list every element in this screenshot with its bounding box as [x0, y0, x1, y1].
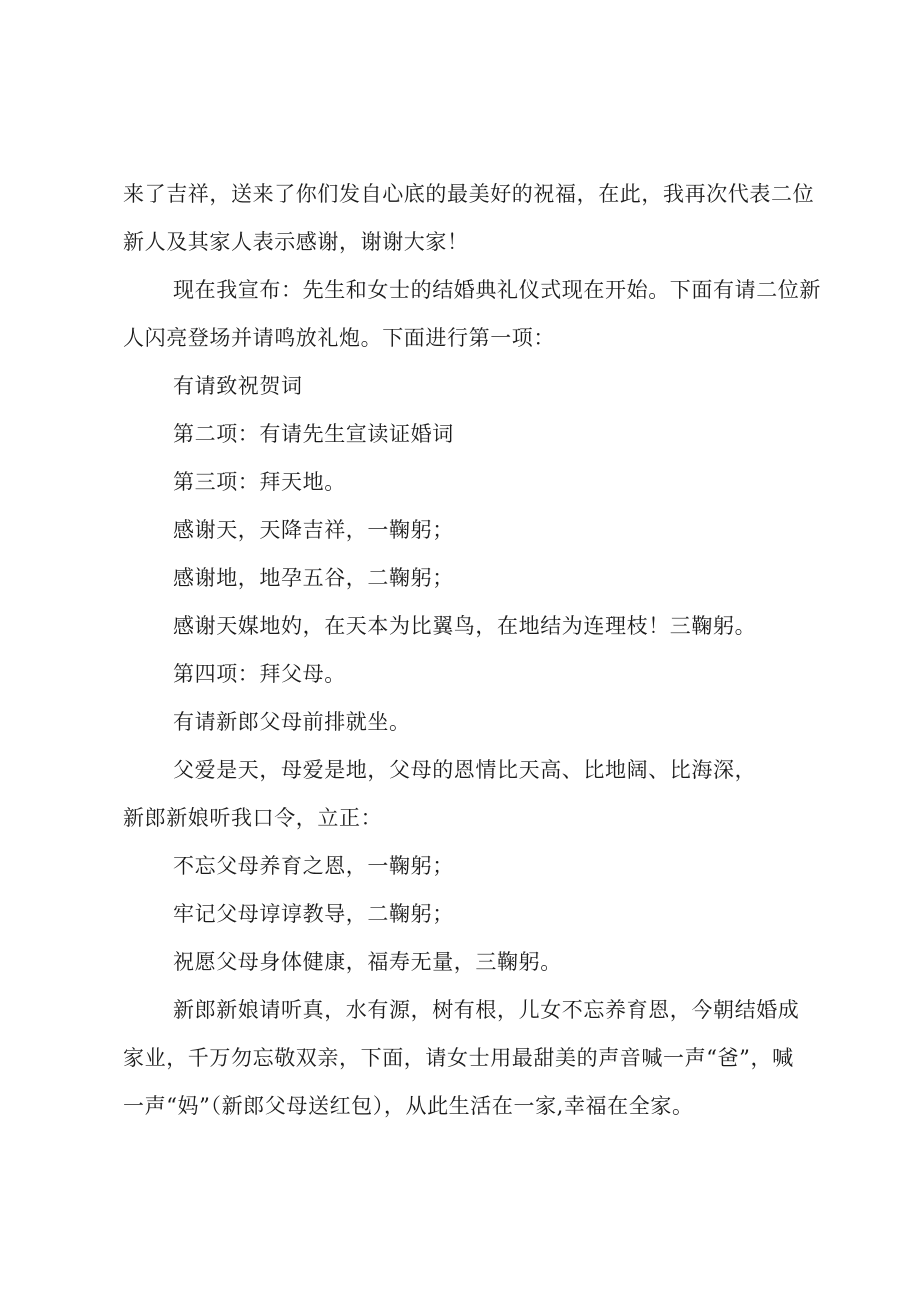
text-line-11: 第四项：拜父母。	[173, 662, 346, 686]
text-line-2: 新人及其家人表示感谢，谢谢大家！	[123, 230, 469, 254]
text-line-5: 有请致祝贺词	[173, 374, 303, 398]
text-line-15: 不忘父母养育之恩，一鞠躬；	[173, 854, 454, 878]
document-body	[123, 170, 823, 1130]
text-line-3: 现在我宣布：先生和女士的结婚典礼仪式现在开始。下面有请二位新	[173, 278, 821, 302]
text-line-17: 祝愿父母身体健康，福寿无量，三鞠躬。	[173, 950, 562, 974]
text-line-4: 人闪亮登场并请鸣放礼炮。下面进行第一项：	[123, 326, 555, 350]
text-line-6: 第二项：有请先生宣读证婚词	[173, 422, 454, 446]
text-line-9: 感谢地，地孕五谷，二鞠躬；	[173, 566, 454, 590]
text-line-19: 家业，千万勿忘敬双亲，下面，请女士用最甜美的声音喊一声“爸”，喊	[123, 1046, 794, 1070]
text-line-10: 感谢天媒地妁，在天本为比翼鸟，在地结为连理枝！三鞠躬。	[173, 614, 757, 638]
text-line-1: 来了吉祥，送来了你们发自心底的最美好的祝福，在此，我再次代表二位	[123, 182, 815, 206]
text-line-20: 一声“妈”（新郎父母送红包），从此生活在一家,幸福在全家。	[123, 1094, 694, 1118]
text-line-18: 新郎新娘请听真，水有源，树有根，儿女不忘养育恩，今朝结婚成	[173, 998, 800, 1022]
text-line-7: 第三项：拜天地。	[173, 470, 346, 494]
text-line-8: 感谢天，天降吉祥，一鞠躬；	[173, 518, 454, 542]
text-line-12: 有请新郎父母前排就坐。	[173, 710, 411, 734]
text-line-14: 新郎新娘听我口令，立正：	[123, 806, 383, 830]
text-line-13: 父爱是天，母爱是地，父母的恩情比天高、比地阔、比海深，	[173, 758, 757, 782]
text-line-16: 牢记父母谆谆教导，二鞠躬；	[173, 902, 454, 926]
